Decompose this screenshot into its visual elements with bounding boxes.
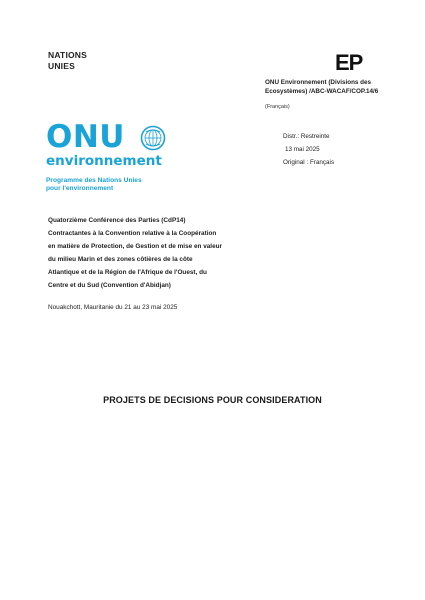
language-note: (Français) <box>265 104 290 110</box>
symbol-line2: Ecosystèmes) /ABC-WACAF/COP.14/6 <box>265 88 379 95</box>
meeting-line: du milieu Marin et des zones côtières de la côte <box>48 256 193 263</box>
distribution-date: 13 mai 2025 <box>285 146 320 153</box>
document-mark: EP <box>335 50 363 75</box>
meeting-line: Quatorzième Conférence des Parties (CdP14) <box>48 217 186 224</box>
meeting-line: Centre et du Sud (Convention d'Abidjan) <box>48 282 171 289</box>
document-title: PROJETS DE DECISIONS POUR CONSIDERATION <box>103 395 322 405</box>
venue-and-dates: Nouakchott, Mauritanie du 21 au 23 mai 2025 <box>48 304 178 311</box>
unep-emblem-icon <box>140 125 166 151</box>
distribution-block <box>283 130 334 169</box>
meeting-info <box>48 214 298 292</box>
document-symbol <box>265 78 400 96</box>
org-name-line1: NATIONS <box>48 50 88 60</box>
logo-programme <box>46 177 142 193</box>
meeting-line: en matière de Protection, de Gestion et de mise en valeur <box>48 243 223 250</box>
organization-name <box>48 50 87 72</box>
distribution-status: Distr.: Restreinte <box>283 133 330 140</box>
logo-brand: ONU <box>46 119 125 155</box>
logo-subbrand: environnement <box>46 153 162 169</box>
programme-line2: pour l'environnement <box>46 185 114 192</box>
unep-logo <box>46 119 186 202</box>
meeting-line: Atlantique et de la Région de l'Afrique de l'Ouest, du <box>48 269 207 276</box>
org-name-line2: UNIES <box>48 61 75 71</box>
symbol-line1: ONU Environnement (Divisions des <box>265 79 372 86</box>
meeting-line: Contractantes à la Convention relative à la Coopération <box>48 230 217 237</box>
programme-line1: Programme des Nations Unies <box>46 177 142 184</box>
original-language: Original : Français <box>283 159 335 166</box>
